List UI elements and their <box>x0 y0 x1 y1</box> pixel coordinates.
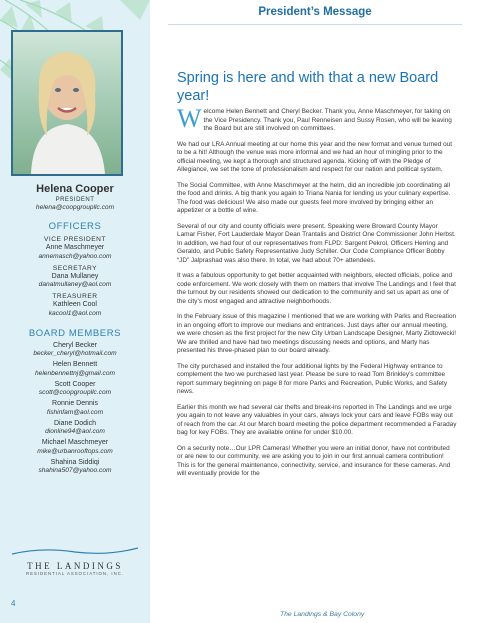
officer-name: Kathleen Cool <box>53 301 97 308</box>
officer-entry <box>0 293 150 318</box>
board-member <box>0 342 150 359</box>
landings-logo <box>12 543 138 577</box>
board-member <box>0 459 150 476</box>
officer-entry <box>0 265 150 290</box>
president-email[interactable]: helena@coopgroupllc.com <box>35 204 115 211</box>
officer-name: Dana Mullaney <box>51 272 99 280</box>
board-member-email[interactable]: shahina507@yahoo.com <box>38 467 112 474</box>
page-title: President’s Message <box>258 6 372 18</box>
officer-email[interactable]: annemasch@yahoo.com <box>38 252 112 260</box>
officer-email[interactable]: danatmullaney@aol.com <box>38 281 112 288</box>
logo-subtitle: RESIDENTIAL ASSOCIATION, INC. <box>25 571 124 576</box>
drop-cap: W <box>177 104 202 133</box>
article-paragraph: The Social Committee, with Anne Maschmeyer at the helm, did an incredible job coordinating all the food and drinks. A big thank you again to Triana Nania for lending us your culinary expertise. The food was delicious! We also made our guests feel more involved by bringing either an appetizer or a bottle of wine. <box>177 181 451 214</box>
board-member-name: Diane Dodich <box>53 419 97 427</box>
article-headline: Spring is here and with that a new Board year! <box>177 70 439 104</box>
officer-name: Anne Maschmeyer <box>45 244 105 251</box>
board-member-name: Scott Cooper <box>54 380 96 388</box>
article-paragraph <box>177 104 457 134</box>
footer-publication: The Landings & Bay Colony <box>280 611 365 618</box>
board-member-name: Ronnie Dennis <box>52 400 98 407</box>
board-member <box>0 381 150 398</box>
officer-title: SECRETARY <box>52 264 98 272</box>
board-member-email[interactable]: scott@coopgroupllc.com <box>38 389 112 396</box>
header-divider <box>168 24 462 25</box>
logo-title: THE LANDINGS <box>27 561 123 571</box>
page-number: 4 <box>11 599 16 608</box>
board-member-email[interactable]: helenbennettnj@gmail.com <box>34 369 115 377</box>
board-member-email[interactable]: fishinfam@aol.com <box>46 408 104 416</box>
board-member <box>0 400 150 417</box>
board-member-name: Michael Maschmeyer <box>41 439 109 446</box>
president-role: PRESIDENT <box>55 197 95 203</box>
board-member-name: Cheryl Becker <box>53 341 97 349</box>
officer-title: TREASURER <box>52 293 98 300</box>
article-paragraph: It was a fabulous opportunity to get better acquainted with neighbors, elected officials, police and code enforcement. We work closely with them on matters that involve The Landings and I feel that the turnout by our residents showed our dedication to the community and set us apart as one of the city’s most engaged and attractive neighborhoods. <box>177 272 456 305</box>
president-name: Helena Cooper <box>36 183 114 195</box>
article-body <box>177 104 457 486</box>
article-paragraph: We had our LRA Annual meeting at our home this year and the new format and venue turned out to be a hit! Although the venue was more informal and we had an hour of mingling prior to the official meeting, we kept a thorough and structured agenda. Kicking off with the Pledge of Allegiance, we set the tone of professionalism and respect for our nation and political system. <box>177 140 453 173</box>
board-member <box>0 439 150 456</box>
article-paragraph: On a security note…Our LPR Cameras! Whether you were an initial donor, have not contributed or are new to our community, we are asking you to join in our first annual camera contribution! This is for the general maintenance, connectivity, service, and insurance for these cameras. And will eventually provide for the <box>177 444 451 477</box>
board-member-email[interactable]: becker_cheryl@hotmail.com <box>33 350 117 357</box>
article-paragraph: In the February issue of this magazine I mentioned that we are working with Parks and Recreation in an ongoing effort to improve our medians and entrances. Just days after our annual meeting, we were chosen as the first project for the new City Urban Landscape Designer, Marty Zidtowecki! We are thrilled and have had two meetings discussing needs and options, and Marty has presented his three-phased plan to our board already. <box>177 313 457 354</box>
board-member-email[interactable]: dionline94@aol.com <box>45 428 105 435</box>
officer-email[interactable]: kacool1@aol.com <box>48 309 102 317</box>
board-member <box>0 420 150 437</box>
article-paragraph: The city purchased and installed the four additional lights by the Federal Highway entrance to complement the two we purchased last year. Please be sure to read Tom Brinkley’s committee report summary beginning on page 8 for more Parks and Recreation, Public Works, and Safety news. <box>177 362 448 395</box>
logo-wave-icon <box>12 546 138 556</box>
board-member-name: Helen Bennett <box>52 361 98 368</box>
officer-entry <box>0 236 150 261</box>
paragraph-text: elcome Helen Bennett and Cheryl Becker. Thank you, Anne Maschmeyer, for taking on the Vice Presidency. Thank you, Paul Renneisen and Sussy Rosen, who will be leaving the Board but are still involved on committees. <box>203 108 452 132</box>
board-member <box>0 361 150 378</box>
board-members-heading: BOARD MEMBERS <box>28 327 122 339</box>
officer-title: VICE PRESIDENT <box>44 236 106 243</box>
article-paragraph: Earlier this month we had several car thefts and break-ins reported in The Landings and we urge you again to not leave any valuables in your cars, always lock your cars and leave FOBs way out of reach from the car. At our March board meeting the police department recommended a Faraday bag for key FOBs. They are available online for under $10.00. <box>177 403 457 436</box>
officers-heading: OFFICERS <box>48 221 102 232</box>
board-member-email[interactable]: mike@urbanrooftops.com <box>37 447 113 455</box>
sidebar <box>0 0 150 623</box>
board-member-name: Shahina Siddiqi <box>50 458 100 466</box>
article-paragraph: Several of our city and county officials were present. Speaking were Broward County Mayor Lamar Fisher, Fort Lauderdale Mayor Dean Trantalis and District One Commissioner John Herbst. In addition, we had four of our representatives from FLPD: Sargent Pekrol, Officers Herring and Geraldo, and Public Safety Representative Judy Schiller. Our Code Compliance Officer Bobby “JD” Jalprashad was also there. In total, we had about 70+ attendees. <box>177 222 456 264</box>
president-photo <box>11 30 123 176</box>
